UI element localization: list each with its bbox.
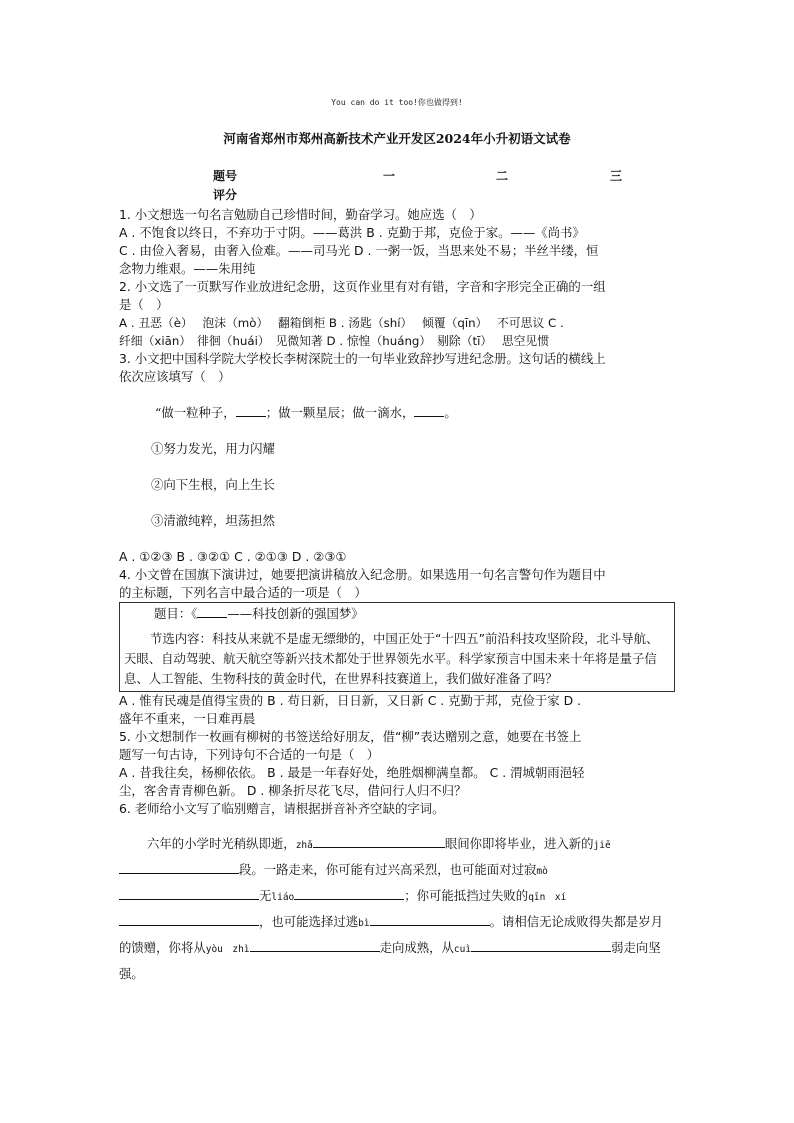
pinyin-hint: mò — [536, 866, 548, 877]
question-1-option-line: C . 由俭入奢易，由奢入俭难。——司马光 D . 一粥一饭，当思来处不易；半丝半缕，恒 — [119, 243, 599, 258]
question-2 — [119, 278, 675, 350]
answer-blank[interactable] — [294, 887, 404, 900]
question-4-option-line: A . 惟有民魂是值得宝贵的 B . 苟日新，日日新，又日新 C . 克勤于邦，克俭于家 D . — [119, 693, 582, 708]
pinyin-hint: jiē — [593, 840, 611, 851]
message-text: 走向成熟，从 — [379, 940, 454, 955]
question-3-phrase-1: ①努力发光，用力闪耀 — [151, 441, 275, 456]
pinyin-hint: cuì — [453, 944, 472, 955]
question-4 — [119, 566, 675, 728]
answer-blank[interactable] — [313, 835, 445, 848]
question-4-stem: 4. 小文曾在国旗下演讲过，她要把演讲稿放入纪念册。如果选用一句名言警句作为题目中 — [119, 567, 606, 582]
question-4-stem: 的主标题，下列名言中最合适的一项是（ ） — [119, 585, 367, 600]
question-1-stem: 1. 小文想选一句名言勉励自己珍惜时间，勤奋学习。她应选（ ） — [119, 207, 482, 222]
message-text: 六年的小学时光稍纵即逝， — [147, 836, 296, 851]
question-5 — [119, 728, 675, 800]
message-text: 眼间你即将毕业，进入新的 — [444, 836, 594, 851]
question-3-stem: 依次应该填写（ ） — [119, 369, 231, 384]
question-2-stem: 是（ ） — [119, 297, 169, 312]
question-5-stem: 题写一句古诗，下列诗句不合适的一句是（ ） — [119, 747, 380, 762]
question-3-phrase-2: ②向下生根，向上生长 — [151, 477, 275, 492]
header-note: You can do it too!你也做得到! — [331, 98, 463, 107]
speech-excerpt-box — [119, 602, 675, 692]
question-3-stem: 3. 小文把中国科学院大学校长李树深院士的一句毕业致辞抄写进纪念册。这句话的横线上 — [119, 351, 606, 366]
answer-blank[interactable] — [119, 913, 259, 926]
question-3-choices: A . ①②③ B . ③②① C . ②①③ D . ②③① — [119, 549, 347, 564]
message-text: 无 — [259, 888, 272, 903]
question-5-option-line: 尘，客舍青青柳色新。 D . 柳条折尽花飞尽，借问行人归不归？ — [119, 783, 467, 798]
answer-blank[interactable] — [119, 861, 239, 874]
quote-blank[interactable] — [236, 404, 266, 417]
question-3 — [119, 350, 675, 566]
score-row-label-number: 题号 — [213, 169, 238, 183]
pinyin-hint: zhǎ — [295, 840, 313, 851]
message-text: 段。一路走来，你可能有过兴高采烈，也可能面对过寂 — [239, 862, 537, 877]
question-6-stem: 6. 老师给小文写了临别赠言，请根据拼音补齐空缺的字词。 — [119, 801, 445, 816]
message-text: ；你可能抵挡过失败的 — [404, 888, 529, 903]
speech-title-prefix: 题目：《 — [154, 606, 198, 621]
speech-title-blank[interactable] — [197, 605, 227, 618]
page-title: 河南省郑州市郑州高新技术产业开发区2024年小升初语文试卷 — [223, 131, 571, 146]
speech-title — [124, 605, 670, 623]
question-5-stem: 5. 小文想制作一枚画有柳树的书签送给好朋友，借“柳”表达赠别之意，她要在书签上 — [119, 729, 582, 744]
questions — [119, 206, 675, 986]
message-text: 。请相信无论成败得失都是岁月的馈赠，你将从 — [119, 914, 664, 955]
score-col-1: 一 — [383, 169, 396, 183]
question-5-option-line: A . 昔我往矣，杨柳依依。 B . 最是一年春好处，绝胜烟柳满皇都。 C . 渭城朝雨浥轻 — [119, 765, 585, 780]
speech-excerpt: 节选内容：科技从来就不是虚无缥缈的，中国正处于“十四五”前沿科技攻坚阶段，北斗导航、天眼、自动驾驶、航天航空等新兴技术都处于世界领先水平。科学家预言中国未来十年将是量子信息、人工智能、生物科技的黄金时代，在世界科技赛道上，我们做好准备了吗？ — [124, 631, 659, 686]
score-row-label-score: 评分 — [213, 188, 238, 202]
answer-blank[interactable] — [471, 939, 611, 952]
farewell-message — [119, 832, 675, 986]
score-col-2: 二 — [496, 169, 509, 183]
pinyin-hint: liáo — [271, 892, 295, 903]
question-2-option-line: A . 丑恶（è） 泡沫（mò） 翻箱倒柜 B . 汤匙（shí） 倾覆（qīn） 不可思议 C . — [119, 316, 564, 330]
quote-part: ；做一颗星辰；做一滴水， — [265, 405, 415, 420]
question-2-option-line: 纤细（xiān） 徘徊（huái） 见微知著 D . 惊惶（huáng） 剔除（tī） 思空见惯 — [119, 334, 550, 348]
question-3-quote — [119, 404, 675, 422]
question-3-phrase-3: ③清澈纯粹，坦荡担然 — [151, 513, 275, 528]
quote-blank[interactable] — [414, 404, 444, 417]
message-text: 弱走向坚强。 — [119, 940, 661, 981]
question-1-option-line: A . 不饱食以终日，不弃功于寸阴。——葛洪 B . 克勤于邦，克俭于家。——《尚书》 — [119, 225, 585, 240]
question-2-stem: 2. 小文选了一页默写作业放进纪念册，这页作业里有对有错，字音和字形完全正确的一组 — [119, 279, 606, 294]
question-1 — [119, 206, 675, 278]
pinyin-hint: qīn xí — [528, 892, 567, 903]
pinyin-hint: bì — [358, 918, 370, 929]
answer-blank[interactable] — [370, 913, 490, 926]
answer-blank[interactable] — [250, 939, 380, 952]
speech-title-suffix: ——科技创新的强国梦》 — [227, 606, 364, 621]
answer-blank[interactable] — [119, 887, 259, 900]
pinyin-hint: yòu zhì — [205, 944, 250, 955]
quote-part: “做一粒种子， — [155, 405, 236, 420]
question-6 — [119, 800, 675, 986]
question-1-option-line: 念物力维艰。——朱用纯 — [119, 261, 256, 276]
message-text: ，也可能选择过逃 — [259, 914, 359, 929]
quote-part: 。 — [444, 405, 457, 420]
question-4-option-line: 盛年不重来，一日难再晨 — [119, 711, 256, 726]
score-col-3: 三 — [610, 169, 623, 183]
